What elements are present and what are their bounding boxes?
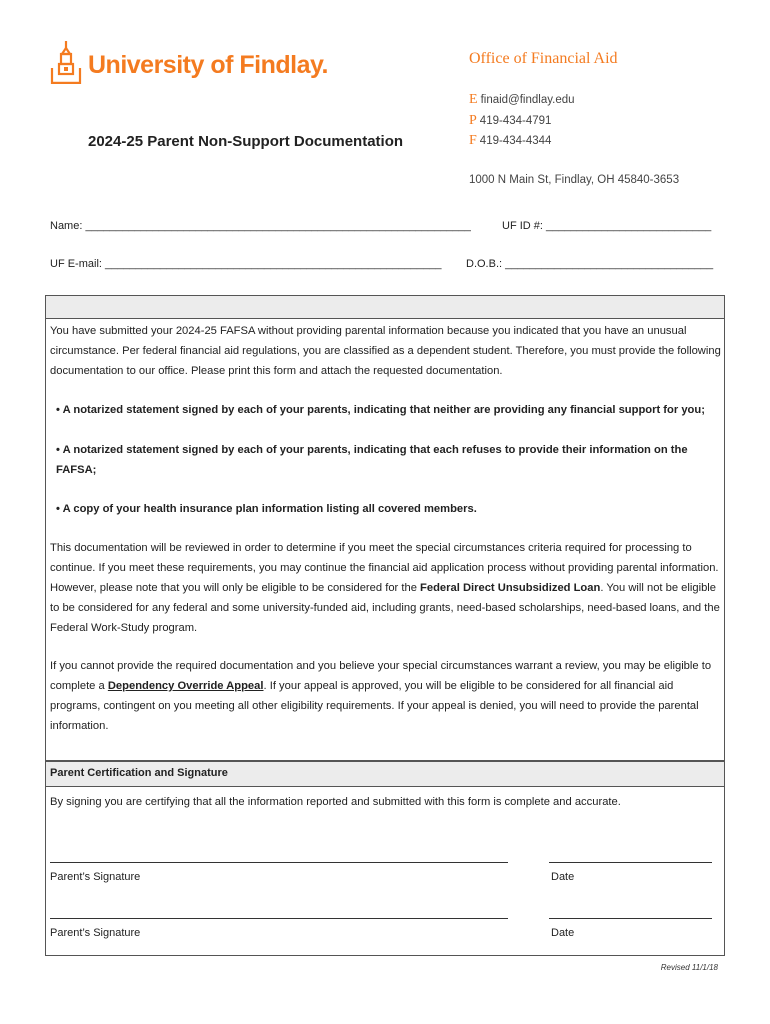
appeal-paragraph (50, 656, 722, 736)
contact-key: E (469, 92, 478, 107)
parent-signature-label: Parent’s Signature (50, 871, 141, 883)
contact-fax (469, 133, 551, 149)
office-address: 1000 N Main St, Findlay, OH 45840-3653 (469, 174, 680, 186)
contact-value: 419-434-4791 (479, 115, 552, 127)
document-title: 2024-25 Parent Non-Support Documentation (88, 133, 404, 150)
parent-signature-line[interactable] (50, 918, 508, 919)
bullet-item: • A copy of your health insurance plan information listing all covered members. (56, 503, 477, 515)
university-logo (50, 38, 328, 84)
date-label: Date (551, 871, 575, 883)
name-field[interactable]: Name: _______________________________________________________________ (50, 220, 471, 232)
contact-key: F (469, 133, 477, 148)
date-label: Date (551, 927, 575, 939)
logo-wordmark: University of Findlay. (88, 51, 328, 79)
date-line[interactable] (549, 918, 712, 919)
review-text-end: . You will not be eligible to be considered for any federal and some university-funded aid, including grants, need-based scholarships, need-based loans, and the Federal Work-Study program. (50, 582, 720, 634)
signature-header-bar (46, 761, 724, 787)
signature-section-title: Parent Certification and Signature (50, 767, 228, 779)
bullet-item: • A notarized statement signed by each of your parents, indicating that neither are providing any financial support for you; (56, 404, 705, 416)
contact-key: P (469, 113, 477, 128)
tower-icon (50, 40, 82, 84)
parent-signature-label: Parent’s Signature (50, 927, 141, 939)
intro-paragraph: You have submitted your 2024-25 FAFSA without providing parental information because you indicated that you have an unusual circumstance. Per federal financial aid regulations, you are classified as a dependent student. Therefore, you must provide the following documentation to our office. Please print this form and attach the requested documentation. (50, 325, 721, 377)
review-text-start: This documentation will be reviewed in order to determine if you meet the special circumstances criteria required for processing to continue. If you meet these requirements, you may continue the financial aid application process without providing parental information. However, please note that you will only be eligible to be considered for the (50, 542, 719, 594)
contact-phone (469, 113, 551, 129)
contact-email (469, 92, 575, 108)
email-field[interactable]: UF E-mail: _______________________________________________________ (50, 258, 442, 270)
review-paragraph (50, 538, 722, 638)
revision-note: Revised 11/1/18 (660, 963, 718, 972)
bullet-item: • A notarized statement signed by each of your parents, indicating that each refuses to provide their information on the FAFSA; (56, 444, 688, 476)
documentation-header-bar (46, 296, 724, 319)
contact-value: finaid@findlay.edu (480, 94, 575, 106)
office-name: Office of Financial Aid (469, 50, 618, 67)
federal-loan-text: Federal Direct Unsubsidized Loan (420, 582, 601, 594)
certification-statement: By signing you are certifying that all the information reported and submitted with this form is complete and accurate. (50, 796, 621, 808)
dependency-override-appeal-link[interactable]: Dependency Override Appeal (107, 680, 264, 692)
appeal-text-start: If you cannot provide the required documentation and you believe your special circumstances warrant a review, you may be eligible to complete a (50, 660, 712, 692)
parent-signature-line[interactable] (50, 862, 508, 863)
appeal-text-end: . If your appeal is approved, you will be eligible to be considered for all financial aid programs, contingent on you meeting all other eligibility requirements. If your appeal is denied, you will need to provide the parental information. (50, 680, 699, 732)
date-line[interactable] (549, 862, 712, 863)
signature-box (45, 761, 725, 956)
contact-value: 419-434-4344 (479, 135, 552, 147)
ufid-field[interactable]: UF ID #: ___________________________ (502, 220, 712, 232)
dob-field[interactable]: D.O.B.: __________________________________ (466, 258, 714, 270)
